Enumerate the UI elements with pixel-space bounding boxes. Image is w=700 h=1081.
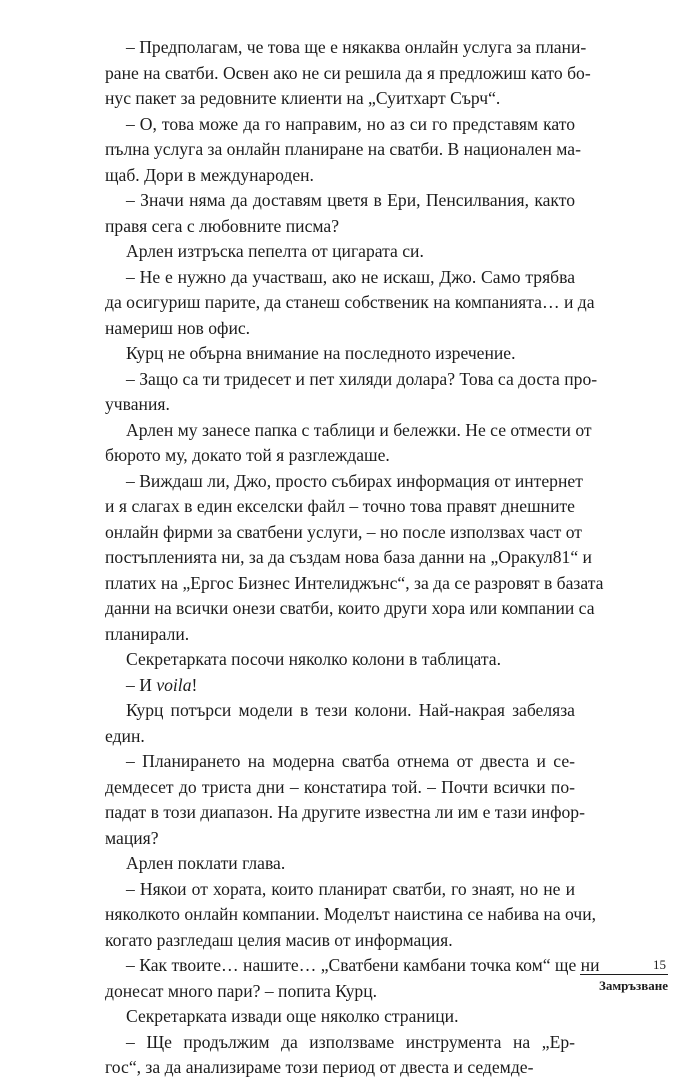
paragraph (105, 749, 585, 851)
paragraph (105, 673, 575, 699)
text-line: учвания. (105, 394, 170, 414)
paragraph (105, 1030, 575, 1081)
text-line: Арлен поклати глава. (126, 853, 286, 873)
paragraph (105, 1004, 575, 1030)
paragraph (105, 112, 581, 189)
paragraph (105, 367, 598, 418)
running-title: Замръзване (598, 978, 668, 993)
text-line: – Ще продължим да използваме инструмента на „Ер- (126, 1031, 575, 1052)
text-line: Секретарката посочи няколко колони в таблицата. (126, 649, 502, 669)
text-line: – Значи няма да доставям цветя в Ери, Пенсилвания, както (126, 190, 575, 210)
text-line: – И voila! (126, 674, 198, 695)
paragraph (105, 877, 597, 954)
text-line: Арлен изтръска пепелта от цигарата си. (126, 241, 424, 261)
text-line: нус пакет за редовните клиенти на „Суитхарт Сърч“. (105, 88, 501, 108)
text-line: и я слагах в един екселски файл – точно това правят днешните (105, 496, 575, 516)
text-line: когато разгледаш целия масив от информация. (105, 929, 453, 950)
paragraph (105, 469, 604, 648)
text-line: мация? (105, 827, 159, 848)
paragraph (105, 418, 592, 469)
text-line: няколкото онлайн компании. Моделът наистина се набива на очи, (105, 904, 597, 924)
paragraph (105, 647, 575, 673)
text-line: донесат много пари? – попита Курц. (105, 980, 378, 1001)
page-footer (580, 957, 668, 997)
paragraph (105, 698, 575, 749)
paragraph (105, 341, 575, 367)
paragraph (105, 35, 591, 112)
text-line: ране на сватби. Освен ако не си решила да я предложиш като бо- (105, 62, 591, 83)
paragraph (105, 265, 595, 342)
text-line: – Предполагам, че това ще е някаква онлайн услуга за плани- (126, 37, 587, 57)
text-line: – Някои от хората, които планират сватби, го знаят, но не и (126, 878, 575, 899)
text-line: – Не е нужно да участваш, ако не искаш, Джо. Само трябва (126, 266, 575, 287)
text-line: намериш нов офис. (105, 317, 251, 338)
text-line: данни на всички онези сватби, които други хора или компании са (105, 598, 595, 618)
paragraph (105, 239, 575, 265)
text-line: правя сега с любовните писма? (105, 215, 340, 236)
text-line: Арлен му занесе папка с таблици и бележки. Не се отмести от (126, 419, 592, 440)
text-line: Курц потърси модели в тези колони. Най-накрая забеляза (126, 700, 575, 720)
text-line: постъпленията ни, за да създам нова база данни на „Оракул81“ и (105, 547, 592, 567)
page-number: 15 (653, 957, 666, 972)
text-line: – Планирането на модерна сватба отнема от двеста и се- (126, 751, 575, 771)
text-line: да осигуриш парите, да станеш собственик на компанията… и да (105, 292, 595, 312)
text-line: падат в този диапазон. На другите известна ли им е тази инфор- (105, 802, 585, 822)
text-line: Курц не обърна внимание на последното изречение. (126, 343, 516, 363)
text-line: щаб. Дори в международен. (105, 164, 314, 185)
paragraph (105, 953, 600, 1004)
text-line: един. (105, 725, 145, 746)
paragraph (105, 851, 575, 877)
text-line: платих на „Ергос Бизнес Интелиджънс“, за да се разровят в базата (105, 572, 604, 593)
text-line: – Защо са ти тридесет и пет хиляди долара? Това са доста про- (126, 368, 598, 389)
text-line: бюрото му, докато той я разглеждаше. (105, 445, 390, 465)
paragraph (105, 188, 575, 239)
text-line: демдесет до триста дни – констатира той. – Почти всички по- (105, 776, 575, 797)
text-line: гос“, за да анализираме този период от двеста и седемде- (105, 1057, 534, 1077)
body-text (105, 35, 604, 1081)
text-line: – О, това може да го направим, но аз си го представям като (126, 113, 575, 134)
text-line: Секретарката извади още няколко страници. (126, 1006, 459, 1026)
text-line: – Виждаш ли, Джо, просто събирах информация от интернет (126, 470, 583, 491)
text-line: планирали. (105, 623, 190, 644)
text-line: – Как твоите… нашите… „Сватбени камбани точка ком“ ще ни (126, 955, 600, 975)
text-line: пълна услуга за онлайн планиране на сватби. В национален ма- (105, 139, 581, 159)
text-line: онлайн фирми за сватбени услуги, – но после използвах част от (105, 521, 582, 542)
